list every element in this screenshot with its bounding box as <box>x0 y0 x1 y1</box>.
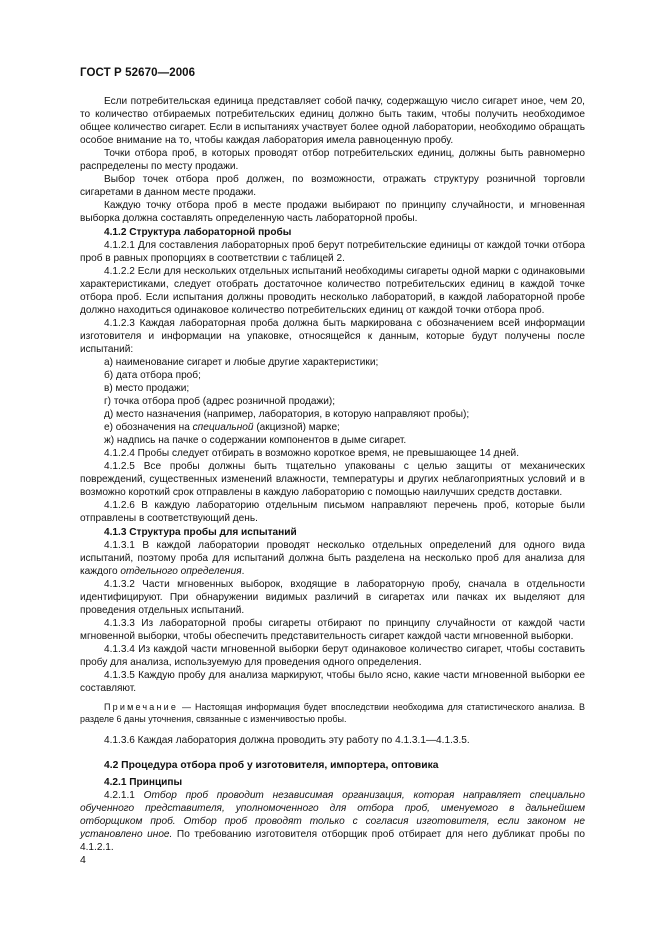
paragraph: 4.1.2.3 Каждая лабораторная проба должна быть маркирована с обозначением всей информации изготовителя и информации на упаковке, относящейся к данным, которые будут получены после испытаний: <box>80 318 585 355</box>
paragraph: 4.1.2.4 Пробы следует отбирать в возможно короткое время, не превышающее 14 дней. <box>104 448 520 459</box>
section-heading: 4.1.2 Структура лабораторной пробы <box>104 227 292 238</box>
section-heading: 4.2 Процедура отбора проб у изготовителя, импортера, оптовика <box>104 760 439 771</box>
paragraph <box>80 789 585 854</box>
emphasis-text: отдельного определения <box>120 566 242 577</box>
paragraph: 4.1.3.2 Части мгновенных выборок, входящие в лабораторную пробу, сначала в отдельности идентифицируют. При обнаружении видимых различий в сигаретах или пачках их выделяют для проведения отдельных испытаний. <box>80 579 585 616</box>
list-item <box>80 421 585 434</box>
emphasis-text: Отбор проб проводит независимая организация, которая направляет специально обученного представителя, уполномоченного для отбора проб, именуемого в дальнейшем отборщиком проб. Отбор проб проводят только с согласия изготовителя, если законом не установлено иное. <box>80 790 585 840</box>
list-item: в) место продажи; <box>104 383 190 394</box>
paragraph: 4.1.2.6 В каждую лабораторию отдельным письмом направляют перечень проб, которые были отправлены в соответствующий день. <box>80 500 585 524</box>
list-item: б) дата отбора проб; <box>104 370 201 381</box>
list-item: г) точка отбора проб (адрес розничной продажи); <box>104 396 336 407</box>
note-text: — Настоящая информация будет впоследствии необходима для статистического анализа. В разделе 6 даны уточнения, связанные с изменчивостью пробы. <box>80 702 585 724</box>
list-item: а) наименование сигарет и любые другие характеристики; <box>104 357 379 368</box>
paragraph: 4.1.2.2 Если для нескольких отдельных испытаний необходимы сигареты одной марки с одинаковыми характеристиками, следует отобрать достаточное количество потребительских единиц в каждой точке отбора проб. Если испытания должны проводить несколько лабораторий, в каждой лабораторной пробе должно находиться одинаковое количество потребительских единиц от каждой точки отбора проб. <box>80 266 585 316</box>
paragraph: Выбор точек отбора проб должен, по возможности, отражать структуру розничной торговли сигаретами в данном месте продажи. <box>80 174 585 198</box>
paragraph-text: 4.1.3.1 В каждой лаборатории проводят несколько отдельных определений для одного вида испытаний, поэтому проба для испытаний должна быть разделена на несколько проб для анализа для каждого <box>80 540 585 577</box>
document-body <box>80 95 585 854</box>
paragraph-text: . <box>241 566 245 577</box>
paragraph-text: По требованию изготовителя отборщик проб отбирает для него дубликат пробы по 4.1.2.1. <box>80 829 585 853</box>
list-item-text: (акцизной) марке; <box>253 422 340 433</box>
list-item-text: е) обозначения на <box>104 422 193 433</box>
section-heading: 4.1.3 Структура пробы для испытаний <box>104 527 297 538</box>
list-item: д) место назначения (например, лаборатория, в которую направляют пробы); <box>104 409 470 420</box>
paragraph: 4.1.3.3 Из лабораторной пробы сигареты отбирают по принципу случайности от каждой части мгновенной выборки, чтобы обеспечить представительность сигарет каждой части мгновенной выборки. <box>80 618 585 642</box>
paragraph: 4.1.2.1 Для составления лабораторных проб берут потребительские единицы от каждой точки отбора проб в равных пропорциях в соответствии с таблицей 2. <box>80 240 585 264</box>
paragraph: 4.1.3.5 Каждую пробу для анализа маркируют, чтобы было ясно, какие части мгновенной выборки ее составляют. <box>80 670 585 694</box>
list-item: ж) надпись на пачке о содержании компонентов в дыме сигарет. <box>104 435 407 446</box>
paragraph: Если потребительская единица представляет собой пачку, содержащую число сигарет иное, чем 20, то количество отбираемых потребительских единиц должно быть таким, чтобы получить необходимое общее количество сигарет. Если в испытаниях участвует более одной лаборатории, необходимо обращать особое внимание на то, чтобы каждая лаборатория имела равноценную пробу. <box>80 96 585 146</box>
paragraph: 4.1.3.4 Из каждой части мгновенной выборки берут одинаковое количество сигарет, чтобы составить пробу для анализа, используемую для проведения одного определения. <box>80 644 585 668</box>
paragraph: 4.1.3.6 Каждая лаборатория должна проводить эту работу по 4.1.3.1—4.1.3.5. <box>104 735 470 746</box>
paragraph: Каждую точку отбора проб в месте продажи выбирают по принципу случайности, и мгновенная выборка должна составлять определенную часть лабораторной пробы. <box>80 200 585 224</box>
paragraph: 4.1.2.5 Все пробы должны быть тщательно упакованы с целью защиты от механических повреждений, существенных изменений влажности, температуры и других неблагоприятных условий и в возможно короткий срок отправлены в каждую лабораторию с помощью наилучших средств доставки. <box>80 461 585 498</box>
emphasis-text: специальной <box>192 422 254 433</box>
subsection-heading: 4.2.1 Принципы <box>104 777 183 788</box>
paragraph: Точки отбора проб, в которых проводят отбор потребительских единиц, должны быть равномерно распределены по месту продажи. <box>80 148 585 172</box>
paragraph <box>80 539 585 578</box>
page-number: 4 <box>80 854 86 866</box>
note <box>80 701 585 725</box>
paragraph-number: 4.2.1.1 <box>104 790 144 801</box>
note-label: Примечание <box>104 702 179 712</box>
page-header: ГОСТ Р 52670—2006 <box>80 67 196 79</box>
